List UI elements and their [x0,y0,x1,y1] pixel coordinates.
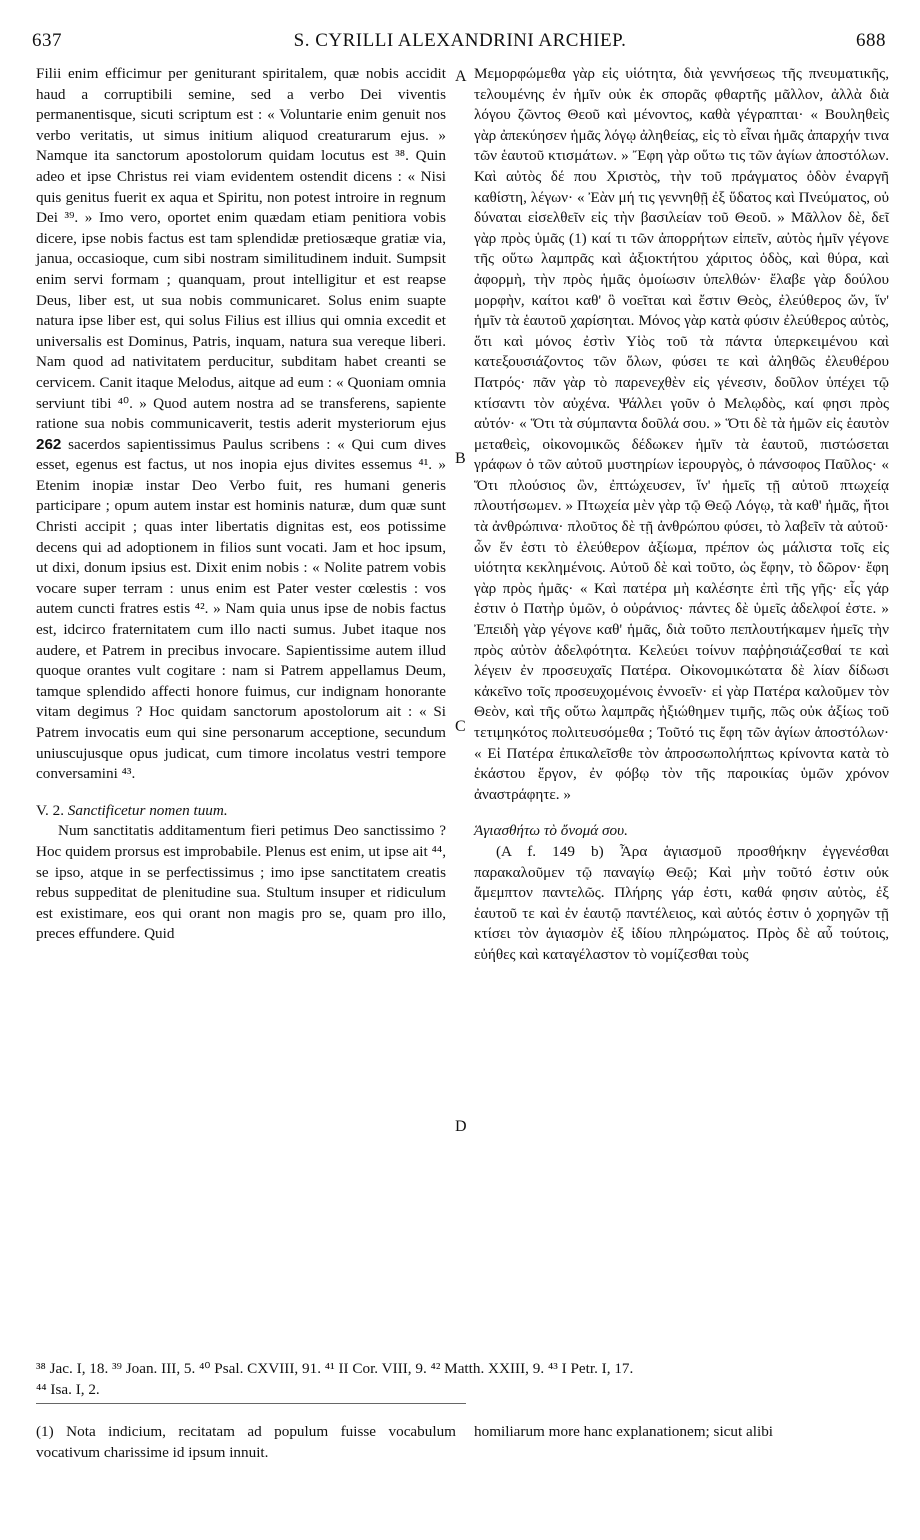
verse-title: Sanctificetur nomen tuum. [67,801,228,819]
running-title: S. CYRILLI ALEXANDRINI ARCHIEP. [293,30,627,51]
greek-paragraph-2: (A f. 149 b) Ἆρα ἁγιασμοῦ προσθήκην ἐγγενέσθαι παρακαλοῦμεν τῷ παναγίῳ Θεῷ; Καὶ μὴν τοῦτό ἐστιν οὐκ ἄμεμπτον παντελῶς. Πλήρης γάρ ἐστι, καθά φησιν αὐτὸς, ἐξ ἑαυτοῦ τε καὶ ἐν ἑαυτῷ παντέλειος, καὶ αὐτός ἐστιν ὁ χορηγῶν τῇ κτίσει τὸν ἁγιασμὸν ἐξ ἰδίου πληρώματος. Πρὸς δὲ αὖ τούτοις, εὐήθες καὶ καταγέλαστον τὸ νομίζεσθαι τοὺς [474,842,889,963]
greek-column [474,64,889,966]
latin-text-1: Filii enim efficimur per geniturant spiritalem, quæ nobis accidit haud a corruptibili semine, sed a verbo Dei viventis permanentisque, sicuti scriptum est : « Voluntarie enim genuit nos verbo veritatis, ut simus initium aliquod creaturarum ejus. » Namque ita sanctorum apostolorum quidam locutus est ³⁸. Quin adeo et ipse Christus rei viam evidentem ostendit dicens : « Nisi quis genitus fuerit ex aqua et Spiritu, non potest introire in regnum Dei ³⁹. » Imo vero, oportet enim quædam etiam penitiora vobis dicere, ipse nobis factus est tam splendidæ pretiosæque gratiæ via, janua, occasioque, cum sibi nostram similitudinem induit. Sumpsit enim servi formam ; quanquam, prout intelligitur et est reapse Deus, liber est, ut sua nobis communicaret. Solus enim suapte natura ipse liber est, qui solus Filius est illius qui omnia excedit et universalis est Dominus, Patris, inquam, natura sua vereque liberi. Nam quod ad nativitatem perducitur, subditam habet creanti se cervicem. Canit itaque Melodus, aitque ad eum : « Quoniam omnia serviunt tibi ⁴⁰. » Quod autem nostra ad se transferens, sapiente ratione sua nobis communicaverit, testis aderit mysteriorum ejus [36,65,446,433]
greek-paragraph-1: Μεμορφώμεθα γὰρ εἰς υἱότητα, διὰ γεννήσεως τῆς πνευματικῆς, τελουμένης ἐν ἡμῖν οὐκ ἐκ σπορᾶς φθαρτῆς μᾶλλον, ἀλλὰ διὰ λόγου ζῶντος Θεοῦ καὶ μένοντος, καθὰ γέγραπται· « Βουληθεὶς γὰρ ἀπεκύησεν ἡμᾶς λόγῳ ἀληθείας, εἰς τὸ εἶναι ἡμᾶς ἀπαρχήν τινα τῶν ἑαυτοῦ κτισμάτων. » Ἔφη γὰρ οὕτω τις τῶν ἁγίων ἀποστόλων. Καὶ αὐτὸς δέ που Χριστὸς, τὴν τοῦ πράγματος ὁδὸν ἐναργῆ καθίστη, λέγων· « Ἐὰν μή τις γεννηθῇ ἐξ ὕδατος καὶ Πνεύματος, οὐ δύναται εἰσελθεῖν εἰς τὴν βασιλείαν τοῦ Θεοῦ. » Μᾶλλον δὲ, δεῖ γὰρ πρὸς ὑμᾶς (1) καί τι τῶν ἀπορρήτων εἰπεῖν, αὐτὸς ἡμῖν γέγονε τῆς οὕτω λαμπρᾶς καὶ ἀξιοκτήτου χάριτος ὁδὸς, καὶ θύρα, καὶ ἀφορμὴ, τὴν πρὸς ἡμᾶς ὁμοίωσιν ὑπελθών· ἔλαβε γὰρ δούλου μορφὴν, καίτοι καθ' ὃ νοεῖται καὶ ἔστιν Θεὸς, ἐλεύθερος ὤν, ἵν' ἡμῖν τὰ ἑαυτοῦ χαρίσηται. Μόνος γὰρ κατὰ φύσιν ἐλεύθερος αὐτὸς, ὅτι καὶ μόνος ἐστὶν Υἱὸς τοῦ τὰ πάντα ὑπερκειμένου καὶ κατεξουσιάζοντος τῶν ὅλων, φύσει τε καὶ ἀληθῶς ἐλευθέρου Πατρός· πᾶν γὰρ τὸ παρενεχθὲν εἰς γένεσιν, δοῦλον ὑπέχει τῷ κτίσαντι τὸν αὐχένα. Ψάλλει γοῦν ὁ Μελῳδὸς, καί φησι πρὸς αὐτόν· « Ὅτι τὰ σύμπαντα δοῦλά σου. » Ὅτι δὲ τὰ ἡμῶν εἰς ἑαυτὸν μεταθεὶς, οἰκονομικῶς δέδωκεν ἡμῖν τὰ ἑαυτοῦ, πιστώσεται γράφων ὁ τῶν αὐτοῦ μυστηρίων ἱερουργὸς, ὁ πάνσοφος Παῦλος· « Ὅτι πλούσιος ὢν, ἐπτώχευσεν, ἵν' ἡμεῖς τῇ αὐτοῦ πτωχείᾳ πλουτήσωμεν. » Πτωχεία μὲν γὰρ τῷ Θεῷ Λόγῳ, τὰ καθ' ἡμᾶς, ἤτοι τὰ ἀνθρώπινα· πλοῦτος δὲ τῇ ἀνθρώπου φύσει, τὸ λαβεῖν τὰ αὐτοῦ· ὧν ἕν ἐστι τὸ ἐλεύθερον ἀξίωμα, πρέπον ὡς μάλιστα τοῖς εἰς υἱότητα κεκλημένοις. Αὐτοῦ δὲ καὶ τοῦτο, ὡς ἔφην, τὸ δῶρον· ἔφη γὰρ πρὸς ἡμᾶς· « Καὶ πατέρα μὴ καλέσητε ἐπὶ τῆς γῆς· εἷς γάρ ἐστιν ὁ Πατὴρ ὑμῶν, ὁ οὐράνιος· πάντες δὲ ὑμεῖς ἀδελφοί ἐστε. » Ἐπειδὴ γὰρ γέγονε καθ' ἡμᾶς, διὰ τοῦτο πεπλουτήκαμεν ἡμεῖς τὴν πρὸς αὐτὸν ἀδελφότητα. Κελεύει τοίνυν παῤῥησιάζεσθαί τε καὶ λέγειν ἐν προσευχαῖς Πατέρα. Οἰκονομικώτατα δὲ λίαν δίδωσι κἀκεῖνο τοῖς προσευχομένοις ἐννοεῖν· εἰ γὰρ Πατέρα καλοῦμεν τὸν Θεὸν, καὶ τῆς οὕτω λαμπρᾶς ἠξιώθημεν τιμῆς, πῶς οὐκ ἀξίως τοῦ τετιμηκότος πολιτευσόμεθα ; Τοῦτό τις ἔφη τῶν ἁγίων ἀποστόλων· « Εἰ Πατέρα ἐπικαλεῖσθε τὸν ἀπροσωπολήπτως κρίνοντα κατὰ τὸ ἑκάστου ἔργον, ἐν φόβῳ τὸν τῆς παροικίας ὑμῶν χρόνον ἀναστράφητε. » [474,65,889,803]
running-header [0,30,920,56]
margin-letter-a: A [455,68,467,85]
greek-verse-heading: Ἁγιασθήτω τὸ ὄνομά σου. [474,822,628,840]
latin-text-1b: sacerdos sapientissimus Paulus scribens : « Qui cum dives esset, egenus est factus, ut nos inopia ejus divites essemus ⁴¹. » Etenim inopiæ instar Deo Verbo fuit, res humani generis participare ; opum autem instar est hominis naturæ, dum quæ sunt Christi accipit ; quas inter libertatis dignitas est, eos potissime decens qui ad adoptionem in filios sunt vocati. Jam et hoc ipsum, ut dixi, donum ipsius est. Dixit enim nobis : « Nolite patrem vobis vocare super terram : unus enim est Pater vester cœlestis : vos autem cuncti fratres estis ⁴². » Nam quia unus ipse de nobis factus est, idcirco fraternitatem cum illo nacti sumus. Jubet itaque nos audere, et Patrem in precibus invocare. Sapientissime autem illud quoque orantes vult cogitare : nam si Patrem appellamus Deum, tamque splendido affecti honore fuimus, cur indignam honorante vitam degimus ? Hoc quidam sanctorum apostolorum ait : « Si Patrem invocatis eum qui sine personarum acceptione, secundum uniuscujusque opus judicat, cum timore incolatus vestri tempore conversamini ⁴³. [36,435,446,783]
verse-number: V. 2. [36,801,64,819]
latin-paragraph-2: Num sanctitatis additamentum fieri petimus Deo sanctissimo ? Hoc quidem prorsus est improbabile. Plenus est enim, ut ipse ait ⁴⁴, se ipso, atque in se perfectissimus ; imo ipse sanctitatem creatis rebus suppeditat de plenitudine sua. Stultum insuper et ridiculum est existimare, eos qui orant non magis pro se, quam pro illo, preces effundere. Quid [36,822,446,943]
column-number: 262 [36,435,62,453]
note-separator [36,1403,466,1404]
margin-letter-d: D [455,1118,467,1135]
margin-letter-c: C [455,718,466,735]
page-number-right: 688 [856,30,886,51]
editor-note-left: (1) Nota indicium, recitatam ad populum fuisse vocabulum vocativum charissime id ipsum innuit. [36,1423,456,1461]
editor-note-right: homiliarum more hanc explanationem; sicut alibi [474,1423,774,1440]
latin-verse-heading [36,801,446,822]
footnote-line-2: ⁴⁴ Isa. I, 2. [36,1381,100,1398]
page-number-left: 637 [32,30,62,51]
latin-paragraph-1 [36,64,446,785]
margin-letter-b: B [455,450,466,467]
latin-column [36,64,446,945]
footnotes [36,1358,896,1400]
footnote-line-1: ³⁸ Jac. I, 18. ³⁹ Joan. III, 5. ⁴⁰ Psal. CXVIII, 91. ⁴¹ II Cor. VIII, 9. ⁴² Matth. XXIII, 9. ⁴³ I Petr. I, 17. [36,1360,634,1377]
